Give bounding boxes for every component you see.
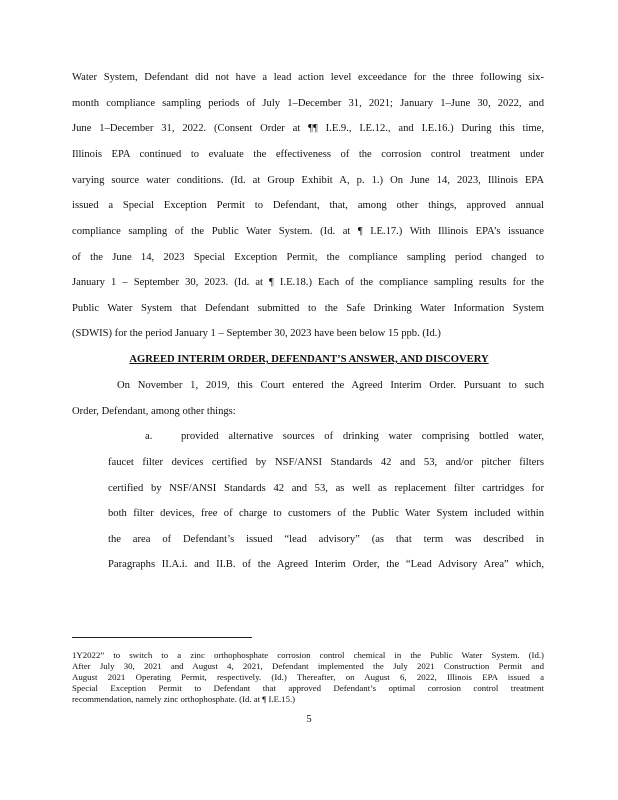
body-line: varying source water conditions. (Id. at Group Exhibit A, p. 1.) On June 14, 2023, Illinois EPA bbox=[72, 175, 544, 186]
body-line: month compliance sampling periods of July 1–December 31, 2021; January 1–June 30, 2022, and bbox=[72, 98, 544, 109]
body-line: issued a Special Exception Permit to Defendant, that, among other things, approved annual bbox=[72, 200, 544, 211]
list-item-line: provided alternative sources of drinking water comprising bottled water, bbox=[181, 431, 544, 442]
paragraph-line: Order, Defendant, among other things: bbox=[72, 406, 236, 417]
body-line: January 1 – September 30, 2023. (Id. at ¶ I.E.18.) Each of the compliance sampling results for the bbox=[72, 277, 544, 288]
list-marker: a. bbox=[145, 431, 153, 442]
list-item-line: certified by NSF/ANSI Standards 42 and 53, as well as replacement filter cartridges for bbox=[108, 483, 544, 494]
page-number: 5 bbox=[306, 714, 312, 725]
list-item-line: the area of Defendant’s issued “lead advisory” (as that term was described in bbox=[108, 534, 544, 545]
footnote-line: After July 30, 2021 and August 4, 2021, Defendant implemented the July 2021 Construction Permit and bbox=[72, 661, 544, 671]
footnote-line: recommendation, namely zinc orthophosphate. (Id. at ¶ I.E.15.) bbox=[72, 694, 296, 704]
footnote-line: 1Y2022” to switch to a zinc orthophosphate corrosion control chemical in the Public Water System. (Id.) bbox=[72, 650, 544, 660]
list-item-line: Paragraphs II.A.i. and II.B. of the Agreed Interim Order, the “Lead Advisory Area” which, bbox=[108, 559, 544, 570]
body-line: Water System, Defendant did not have a lead action level exceedance for the three following six- bbox=[72, 72, 544, 83]
body-line: Public Water System that Defendant submitted to the Safe Drinking Water Information System bbox=[72, 303, 544, 314]
footnote-line: Special Exception Permit to Defendant that approved Defendant’s optimal corrosion control treatment bbox=[72, 683, 544, 693]
body-line: compliance sampling of the Public Water System. (Id. at ¶ I.E.17.) With Illinois EPA’s issuance bbox=[72, 226, 544, 237]
body-line: June 1–December 31, 2022. (Consent Order at ¶¶ I.E.9., I.E.12., and I.E.16.) During this time, bbox=[72, 123, 544, 134]
footnote-line: August 2021 Operating Permit, respectively. (Id.) Thereafter, on August 6, 2022, Illinois EPA issued a bbox=[72, 672, 544, 682]
section-heading: AGREED INTERIM ORDER, DEFENDANT’S ANSWER, AND DISCOVERY bbox=[129, 354, 489, 365]
body-line: Illinois EPA continued to evaluate the effectiveness of the corrosion control treatment under bbox=[72, 149, 544, 160]
body-line: (SDWIS) for the period January 1 – September 30, 2023 have been below 15 ppb. (Id.) bbox=[72, 328, 441, 339]
footnote-divider bbox=[72, 637, 252, 638]
list-item-line: both filter devices, free of charge to customers of the Public Water System included within bbox=[108, 508, 544, 519]
paragraph-line: On November 1, 2019, this Court entered the Agreed Interim Order. Pursuant to such bbox=[117, 380, 544, 391]
list-item-line: faucet filter devices certified by NSF/ANSI Standards 42 and 53, and/or pitcher filters bbox=[108, 457, 544, 468]
body-line: of the June 14, 2023 Special Exception Permit, the compliance sampling period changed to bbox=[72, 252, 544, 263]
